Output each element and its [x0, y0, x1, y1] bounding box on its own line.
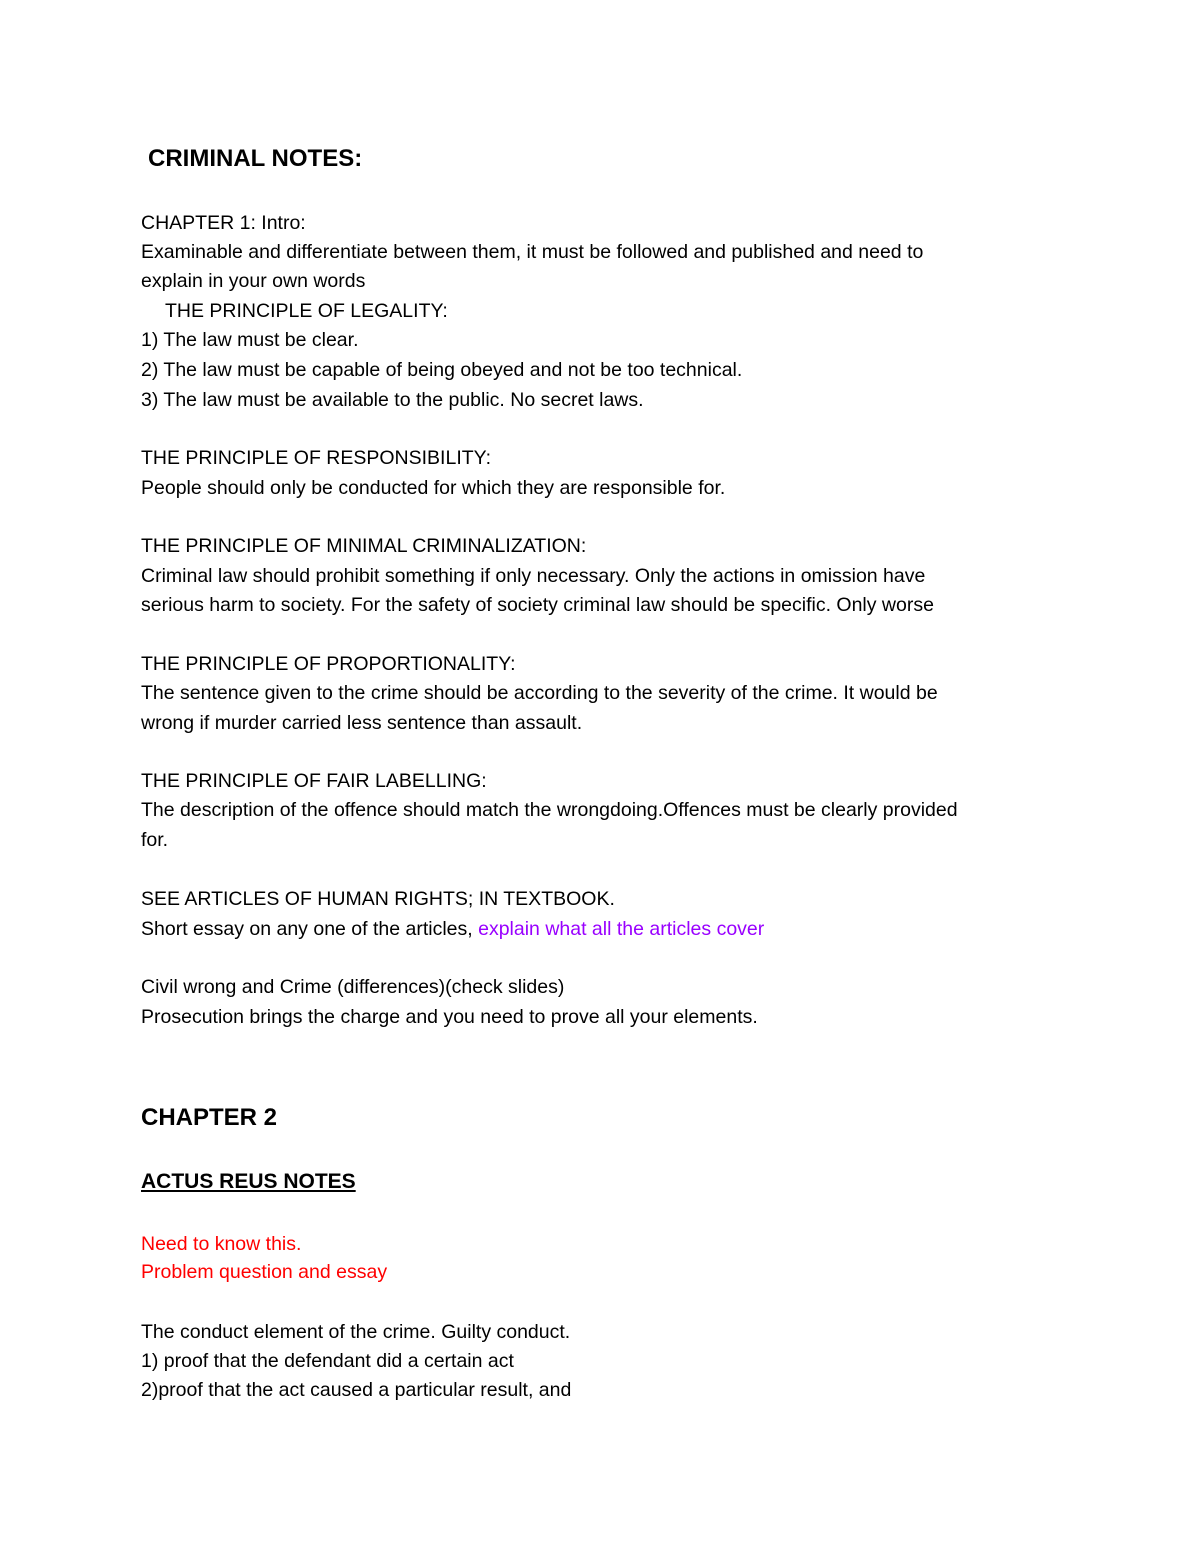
actus-reus-heading: ACTUS REUS NOTES [141, 1170, 356, 1193]
chapter-1-heading: CHAPTER 1: Intro: [141, 212, 306, 234]
minimal-criminalization-heading: THE PRINCIPLE OF MINIMAL CRIMINALIZATION: [141, 535, 587, 557]
articles-line-1: SEE ARTICLES OF HUMAN RIGHTS; IN TEXTBOOK. [141, 888, 615, 910]
articles-line-2-prefix: Short essay on any one of the articles, [141, 918, 479, 940]
articles-line-2 [141, 917, 764, 941]
minimal-criminalization-line-1: Criminal law should prohibit something if only necessary. Only the actions in omission have [141, 565, 926, 587]
articles-highlight-text: explain what all the articles cover [478, 918, 765, 940]
minimal-criminalization-line-2: serious harm to society. For the safety of society criminal law should be specific. Only worse [141, 594, 934, 616]
fair-labelling-line-2: for. [141, 829, 169, 851]
civil-wrong-line-1: Civil wrong and Crime (differences)(check slides) [141, 976, 565, 998]
document-title: CRIMINAL NOTES: [148, 145, 363, 172]
chapter-2-heading: CHAPTER 2 [141, 1104, 278, 1131]
proportionality-line-2: wrong if murder carried less sentence than assault. [141, 712, 583, 734]
fair-labelling-line-1: The description of the offence should match the wrongdoing.Offences must be clearly provided [141, 799, 958, 821]
chapter-2-note-line-1: Need to know this. [141, 1233, 302, 1255]
legality-item-2: 2) The law must be capable of being obeyed and not be too technical. [141, 359, 743, 381]
legality-item-1: 1) The law must be clear. [141, 329, 359, 351]
legality-item-3: 3) The law must be available to the public. No secret laws. [141, 389, 644, 411]
chapter-1-intro-line-1: Examinable and differentiate between them, it must be followed and published and need to [141, 241, 924, 263]
actus-reus-item-1: 1) proof that the defendant did a certain act [141, 1350, 514, 1372]
legality-heading: THE PRINCIPLE OF LEGALITY: [165, 300, 448, 322]
chapter-1-intro-line-2: explain in your own words [141, 270, 366, 292]
responsibility-line-1: People should only be conducted for which they are responsible for. [141, 477, 726, 499]
proportionality-line-1: The sentence given to the crime should be according to the severity of the crime. It would be [141, 682, 938, 704]
actus-reus-item-2: 2)proof that the act caused a particular result, and [141, 1379, 572, 1401]
chapter-2-note-line-2: Problem question and essay [141, 1261, 388, 1283]
conduct-element-line: The conduct element of the crime. Guilty conduct. [141, 1321, 571, 1343]
responsibility-heading: THE PRINCIPLE OF RESPONSIBILITY: [141, 447, 492, 469]
proportionality-heading: THE PRINCIPLE OF PROPORTIONALITY: [141, 653, 516, 675]
fair-labelling-heading: THE PRINCIPLE OF FAIR LABELLING: [141, 770, 487, 792]
civil-wrong-line-2: Prosecution brings the charge and you need to prove all your elements. [141, 1006, 758, 1028]
